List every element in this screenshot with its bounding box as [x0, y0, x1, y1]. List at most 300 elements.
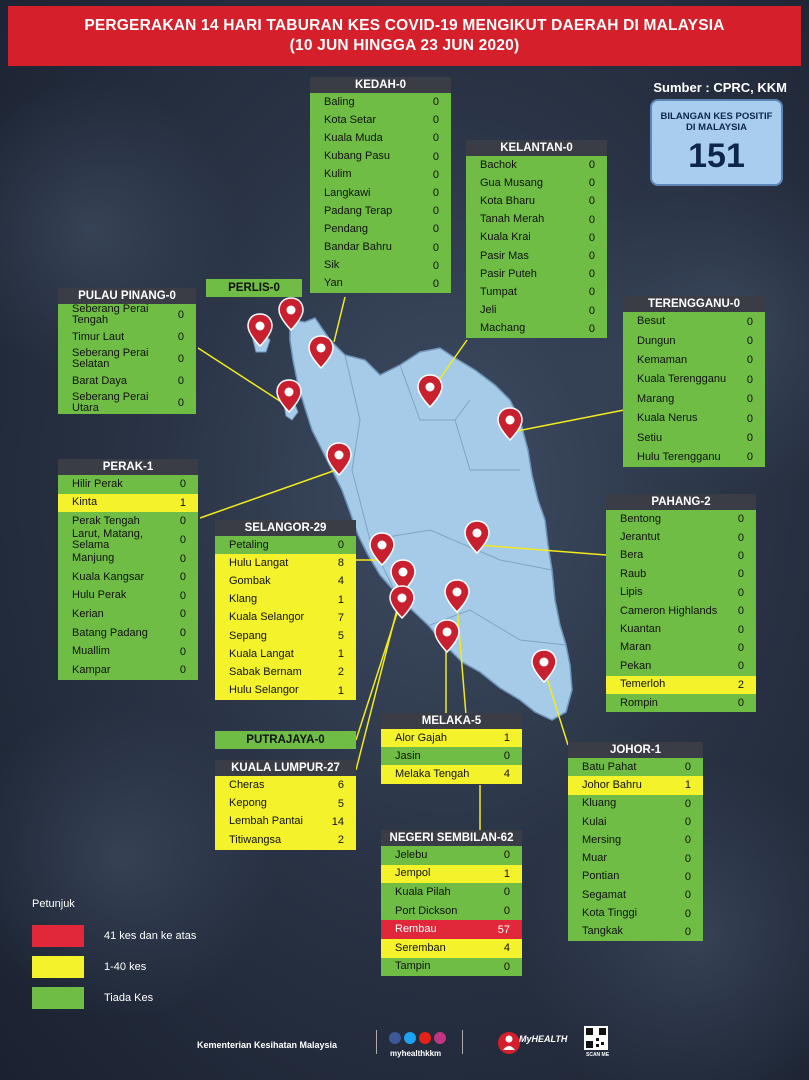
- district-row: [58, 624, 198, 643]
- district-name: Sepang: [229, 629, 267, 642]
- panel-title: NEGERI SEMBILAN-62: [381, 830, 522, 846]
- district-case-count: 0: [684, 816, 691, 829]
- district-case-count: 1: [503, 867, 510, 880]
- total-cases-value: 151: [688, 137, 745, 175]
- district-row: [215, 627, 356, 645]
- district-name: Tanah Merah: [480, 213, 545, 226]
- district-case-count: 0: [737, 660, 744, 673]
- source-text: Sumber : CPRC, KKM: [653, 80, 787, 95]
- district-case-count: 0: [179, 552, 186, 565]
- district-case-count: 0: [737, 623, 744, 636]
- district-row: [58, 661, 198, 680]
- district-row: [606, 565, 756, 583]
- district-name: Kota Tinggi: [582, 907, 638, 920]
- district-case-count: 1: [179, 496, 186, 509]
- district-name: Pasir Puteh: [480, 267, 537, 280]
- district-row: [215, 645, 356, 663]
- myhealth-logo: [497, 1028, 568, 1058]
- district-row: [381, 939, 522, 958]
- district-case-count: 0: [588, 195, 595, 208]
- location-pin-icon: [309, 336, 333, 368]
- district-row: [215, 554, 356, 572]
- district-case-count: 0: [588, 231, 595, 244]
- legend-label-green: Tiada Kes: [104, 992, 154, 1004]
- district-case-count: 5: [337, 630, 344, 643]
- district-name: Sik: [324, 259, 340, 272]
- district-name: Batu Pahat: [582, 760, 637, 773]
- district-case-count: 0: [503, 886, 510, 899]
- district-row: [58, 475, 198, 494]
- panel-negeri-sembilan: [381, 830, 522, 976]
- district-name: Hulu Perak: [72, 589, 127, 602]
- district-row: [466, 229, 607, 247]
- district-case-count: 0: [503, 960, 510, 973]
- myhealth-brand: MyHEALTH: [519, 1034, 568, 1044]
- panel-title: PUTRAJAYA-0: [215, 731, 356, 749]
- district-name: Manjung: [72, 552, 115, 565]
- district-name: Melaka Tengah: [395, 767, 470, 780]
- district-case-count: 0: [179, 478, 186, 491]
- district-case-count: 0: [432, 277, 439, 290]
- district-name: Alor Gajah: [395, 731, 447, 744]
- district-case-count: 0: [746, 335, 753, 348]
- district-name: Jeli: [480, 304, 497, 317]
- district-case-count: 0: [684, 852, 691, 865]
- district-name: Hulu Terengganu: [637, 450, 721, 463]
- district-name: Hilir Perak: [72, 477, 123, 490]
- district-case-count: 0: [684, 870, 691, 883]
- district-name: Sabak Bernam: [229, 665, 302, 678]
- district-row: [381, 765, 522, 783]
- instagram-icon[interactable]: [434, 1032, 446, 1044]
- district-case-count: 14: [331, 815, 344, 828]
- district-case-count: 0: [179, 589, 186, 602]
- district-name: Batang Padang: [72, 626, 148, 639]
- district-row: [623, 351, 765, 370]
- district-row: [568, 813, 703, 831]
- district-row: [466, 192, 607, 210]
- district-case-count: 0: [177, 353, 184, 365]
- district-name: Besut: [637, 315, 666, 328]
- district-case-count: 0: [588, 322, 595, 335]
- district-row: [381, 747, 522, 765]
- district-name: Klang: [229, 593, 258, 606]
- district-case-count: 2: [737, 678, 744, 691]
- district-case-count: 0: [503, 750, 510, 763]
- district-row: [466, 283, 607, 301]
- district-row: [58, 304, 196, 326]
- district-case-count: 0: [588, 304, 595, 317]
- district-case-count: 0: [432, 241, 439, 254]
- panel-title: PULAU PINANG-0: [58, 288, 196, 304]
- district-case-count: 0: [432, 223, 439, 236]
- location-pin-icon: [248, 314, 272, 346]
- district-name: Kemaman: [637, 353, 688, 366]
- district-case-count: 0: [588, 177, 595, 190]
- district-case-count: 0: [432, 168, 439, 181]
- district-name: Port Dickson: [395, 904, 458, 917]
- district-case-count: 0: [179, 627, 186, 640]
- district-name: Muallim: [72, 645, 110, 658]
- district-name: Cheras: [229, 778, 265, 791]
- district-row: [466, 320, 607, 338]
- district-name: Hulu Langat: [229, 556, 289, 569]
- twitter-icon[interactable]: [404, 1032, 416, 1044]
- panel-melaka: [381, 713, 522, 784]
- district-case-count: 0: [432, 132, 439, 145]
- district-name: Kinta: [72, 496, 98, 509]
- district-name: Kulim: [324, 168, 352, 181]
- district-name: Gombak: [229, 574, 271, 587]
- district-row: [215, 682, 356, 700]
- district-row: [606, 657, 756, 675]
- district-row: [310, 148, 451, 166]
- district-name: Raub: [620, 567, 647, 580]
- panel-pahang: [606, 494, 756, 712]
- district-case-count: 0: [179, 534, 186, 547]
- panel-kedah: [310, 77, 451, 293]
- footer-divider: [376, 1030, 377, 1054]
- district-name: Seberang Perai Selatan: [72, 347, 149, 370]
- district-case-count: 0: [746, 451, 753, 464]
- district-row: [381, 729, 522, 747]
- district-case-count: 0: [177, 331, 184, 343]
- district-name: Rompin: [620, 696, 658, 709]
- district-name: Kuala Nerus: [637, 412, 698, 425]
- district-row: [58, 392, 196, 414]
- district-row: [58, 348, 196, 370]
- district-case-count: 0: [337, 539, 344, 552]
- title-line-2: (10 JUN HINGGA 23 JUN 2020): [289, 37, 520, 54]
- district-name: Pendang: [324, 222, 369, 235]
- district-name: Setiu: [637, 431, 663, 444]
- district-name: Kota Bharu: [480, 194, 536, 207]
- district-row: [381, 883, 522, 902]
- district-row: [623, 312, 765, 331]
- legend-label-red: 41 kes dan ke atas: [104, 930, 197, 942]
- district-name: Bandar Bahru: [324, 241, 392, 254]
- district-case-count: 0: [737, 531, 744, 544]
- panel-title: JOHOR-1: [568, 742, 703, 758]
- legend-swatch-green: [32, 987, 84, 1009]
- district-name: Johor Bahru: [582, 778, 642, 791]
- panel-terengganu: [623, 296, 765, 467]
- district-name: Petaling: [229, 538, 269, 551]
- district-name: Pekan: [620, 659, 652, 672]
- district-row: [310, 275, 451, 293]
- district-name: Bentong: [620, 512, 661, 525]
- total-cases-label: BILANGAN KES POSITIF DI MALAYSIA: [660, 111, 773, 133]
- district-row: [606, 676, 756, 694]
- district-row: [606, 510, 756, 528]
- legend-title: Petunjuk: [32, 898, 75, 910]
- district-case-count: 0: [737, 605, 744, 618]
- district-name: Kulai: [582, 815, 607, 828]
- district-row: [58, 587, 198, 606]
- district-row: [606, 639, 756, 657]
- district-name: Timur Laut: [72, 330, 125, 343]
- district-name: Jelebu: [395, 848, 428, 861]
- district-case-count: 0: [737, 513, 744, 526]
- qr-caption: SCAN ME: [586, 1052, 610, 1058]
- district-row: [215, 794, 356, 812]
- district-case-count: 0: [737, 641, 744, 654]
- panel-kelantan: [466, 140, 607, 338]
- district-row: [381, 920, 522, 939]
- district-row: [58, 494, 198, 513]
- district-row: [606, 547, 756, 565]
- district-case-count: 0: [746, 315, 753, 328]
- district-case-count: 0: [684, 834, 691, 847]
- district-row: [466, 211, 607, 229]
- district-case-count: 7: [337, 611, 344, 624]
- district-name: Kuantan: [620, 623, 661, 636]
- district-row: [58, 568, 198, 587]
- district-name: Seberang Perai Utara: [72, 391, 149, 414]
- district-case-count: 0: [746, 393, 753, 406]
- panel-pulau-pinang: [58, 288, 196, 414]
- district-case-count: 0: [179, 608, 186, 621]
- district-name: Lembah Pantai: [229, 815, 303, 828]
- district-row: [606, 528, 756, 546]
- district-row: [623, 390, 765, 409]
- district-name: Marang: [637, 392, 675, 405]
- district-name: Rembau: [395, 923, 437, 936]
- district-case-count: 0: [432, 96, 439, 109]
- district-row: [310, 220, 451, 238]
- district-name: Titiwangsa: [229, 833, 282, 846]
- district-case-count: 57: [497, 923, 510, 936]
- district-name: Kuala Krai: [480, 231, 531, 244]
- location-pin-icon: [279, 298, 303, 330]
- panel-johor: [568, 742, 703, 941]
- district-row: [310, 239, 451, 257]
- district-case-count: 6: [337, 779, 344, 792]
- footer-divider: [462, 1030, 463, 1054]
- district-case-count: 0: [684, 889, 691, 902]
- district-case-count: 0: [503, 849, 510, 862]
- location-pin-icon: [327, 443, 351, 475]
- district-name: Jerantut: [620, 531, 660, 544]
- district-row: [381, 958, 522, 977]
- district-case-count: 0: [588, 268, 595, 281]
- district-row: [568, 923, 703, 941]
- district-row: [310, 111, 451, 129]
- district-row: [215, 536, 356, 554]
- district-row: [310, 184, 451, 202]
- district-name: Jasin: [395, 749, 421, 762]
- district-case-count: 0: [432, 259, 439, 272]
- district-row: [606, 620, 756, 638]
- district-name: Kuala Muda: [324, 131, 383, 144]
- district-name: Pontian: [582, 870, 620, 883]
- district-row: [606, 602, 756, 620]
- panel-perlis: [206, 279, 302, 297]
- district-name: Kepong: [229, 797, 267, 810]
- social-handle: myhealthkkm: [390, 1049, 442, 1058]
- district-case-count: 0: [179, 515, 186, 528]
- district-row: [623, 331, 765, 350]
- district-case-count: 0: [432, 187, 439, 200]
- district-case-count: 2: [337, 666, 344, 679]
- district-name: Yan: [324, 277, 343, 290]
- district-name: Tampin: [395, 960, 431, 973]
- district-case-count: 0: [737, 586, 744, 599]
- district-case-count: 0: [746, 432, 753, 445]
- district-row: [606, 694, 756, 712]
- district-row: [623, 370, 765, 389]
- district-name: Machang: [480, 322, 526, 335]
- district-row: [568, 849, 703, 867]
- district-row: [466, 156, 607, 174]
- district-name: Gua Musang: [480, 176, 543, 189]
- panel-title: KEDAH-0: [310, 77, 451, 93]
- district-case-count: 5: [337, 797, 344, 810]
- district-row: [568, 868, 703, 886]
- panel-title: PAHANG-2: [606, 494, 756, 510]
- district-case-count: 4: [503, 768, 510, 781]
- district-case-count: 0: [737, 568, 744, 581]
- district-case-count: 4: [337, 575, 344, 588]
- district-name: Kerian: [72, 607, 104, 620]
- district-row: [568, 886, 703, 904]
- panel-title: KUALA LUMPUR-27: [215, 760, 356, 776]
- district-case-count: 0: [588, 250, 595, 263]
- district-row: [215, 776, 356, 794]
- district-case-count: 0: [684, 761, 691, 774]
- location-pin-icon: [445, 580, 469, 612]
- location-pin-icon: [532, 650, 556, 682]
- social-icons: [389, 1032, 446, 1044]
- panel-title: PERAK-1: [58, 459, 198, 475]
- location-pin-icon: [498, 408, 522, 440]
- district-row: [466, 302, 607, 320]
- district-row: [466, 247, 607, 265]
- district-name: Perak Tengah: [72, 514, 140, 527]
- district-case-count: 0: [179, 664, 186, 677]
- district-row: [58, 528, 198, 552]
- district-case-count: 0: [588, 213, 595, 226]
- district-row: [215, 813, 356, 831]
- district-case-count: 1: [337, 684, 344, 697]
- district-case-count: 0: [737, 697, 744, 710]
- district-case-count: 0: [746, 412, 753, 425]
- district-case-count: 0: [503, 905, 510, 918]
- district-name: Cameron Highlands: [620, 604, 718, 617]
- location-pin-icon: [370, 533, 394, 565]
- location-pin-icon: [465, 521, 489, 553]
- district-name: Pasir Mas: [480, 249, 529, 262]
- district-row: [466, 265, 607, 283]
- district-row: [310, 93, 451, 111]
- district-case-count: 0: [432, 150, 439, 163]
- district-case-count: 0: [179, 571, 186, 584]
- district-case-count: 0: [746, 354, 753, 367]
- district-name: Langkawi: [324, 186, 371, 199]
- location-pin-icon: [418, 375, 442, 407]
- district-name: Kuala Selangor: [229, 611, 305, 624]
- qr-code[interactable]: [584, 1026, 608, 1050]
- district-case-count: 0: [432, 114, 439, 127]
- panel-putrajaya: [215, 731, 356, 749]
- district-case-count: 0: [684, 797, 691, 810]
- location-pin-icon: [390, 586, 414, 618]
- district-case-count: 0: [588, 159, 595, 172]
- district-row: [58, 326, 196, 348]
- panel-title: PERLIS-0: [206, 279, 302, 297]
- district-name: Dungun: [637, 334, 676, 347]
- district-case-count: 0: [746, 373, 753, 386]
- district-name: Kluang: [582, 797, 617, 810]
- panel-selangor: [215, 520, 356, 700]
- district-case-count: 0: [737, 549, 744, 562]
- district-case-count: 1: [503, 732, 510, 745]
- district-case-count: 0: [177, 309, 184, 321]
- district-row: [381, 902, 522, 921]
- district-name: Hulu Selangor: [229, 684, 299, 697]
- district-case-count: 0: [177, 375, 184, 387]
- district-row: [606, 584, 756, 602]
- location-pin-icon: [435, 620, 459, 652]
- district-row: [381, 865, 522, 884]
- district-name: Bera: [620, 549, 644, 562]
- district-row: [58, 549, 198, 568]
- district-row: [58, 370, 196, 392]
- district-row: [381, 846, 522, 865]
- district-row: [568, 776, 703, 794]
- panel-title: SELANGOR-29: [215, 520, 356, 536]
- district-case-count: 8: [337, 557, 344, 570]
- district-name: Kampar: [72, 663, 111, 676]
- district-case-count: 1: [337, 648, 344, 661]
- district-row: [568, 831, 703, 849]
- district-case-count: 0: [684, 925, 691, 938]
- panel-title: KELANTAN-0: [466, 140, 607, 156]
- district-row: [466, 174, 607, 192]
- district-name: Kubang Pasu: [324, 150, 391, 163]
- district-name: Barat Daya: [72, 374, 128, 387]
- district-name: Segamat: [582, 888, 627, 901]
- title-line-1: PERGERAKAN 14 HARI TABURAN KES COVID-19 MENGIKUT DAERAH DI MALAYSIA: [84, 17, 725, 34]
- panel-title: TERENGGANU-0: [623, 296, 765, 312]
- district-row: [623, 428, 765, 447]
- panel-kuala-lumpur: [215, 760, 356, 850]
- district-case-count: 0: [684, 907, 691, 920]
- district-case-count: 0: [177, 397, 184, 409]
- legend-swatch-yellow: [32, 956, 84, 978]
- district-case-count: 1: [337, 593, 344, 606]
- district-case-count: 0: [588, 286, 595, 299]
- youtube-icon[interactable]: [419, 1032, 431, 1044]
- district-row: [215, 663, 356, 681]
- district-name: Kuala Pilah: [395, 885, 451, 898]
- district-name: Seremban: [395, 941, 446, 954]
- district-case-count: 0: [179, 645, 186, 658]
- district-row: [58, 605, 198, 624]
- district-name: Muar: [582, 852, 608, 865]
- district-name: Padang Terap: [324, 204, 393, 217]
- district-name: Mersing: [582, 833, 622, 846]
- district-row: [58, 642, 198, 661]
- district-name: Tangkak: [582, 925, 623, 938]
- ministry-name: Kementerian Kesihatan Malaysia: [197, 1040, 338, 1050]
- district-row: [215, 609, 356, 627]
- district-name: Kota Setar: [324, 113, 376, 126]
- facebook-icon[interactable]: [389, 1032, 401, 1044]
- district-name: Tumpat: [480, 285, 517, 298]
- district-case-count: 0: [432, 205, 439, 218]
- district-case-count: 2: [337, 834, 344, 847]
